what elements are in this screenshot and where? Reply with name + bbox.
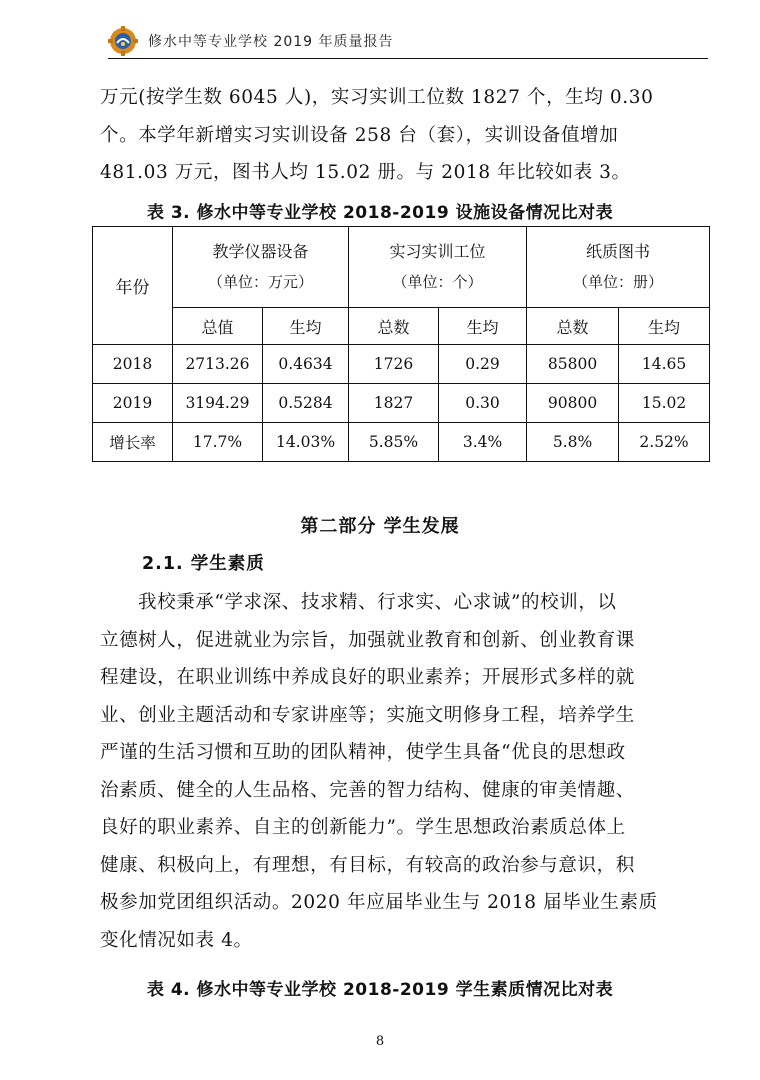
table-row [93,423,710,462]
text-line: 严谨的生活习惯和互助的团队精神，使学生具备“优良的思想政 [100,742,626,763]
table-cell: 3.4% [439,423,527,462]
page-number: 8 [375,1034,385,1049]
table-cell: 5.85% [349,423,439,462]
group-header-equipment [173,227,349,308]
table3-caption: 表 3. 修水中等专业学校 2018-2019 设施设备情况比对表 [146,203,614,223]
subheader-cell: 总数 [349,308,439,345]
body-paragraph [100,584,720,959]
table-row [93,345,710,384]
text-line: 程建设，在职业训练中养成良好的职业素养；开展形式多样的就 [100,667,635,688]
table-header-row [93,227,710,308]
intro-paragraph [100,79,720,192]
table-cell: 0.30 [439,384,527,423]
group-header-training-stations [349,227,527,308]
subheader-cell: 生均 [439,308,527,345]
table-cell: 17.7% [173,423,263,462]
row-label: 2019 [93,384,173,423]
table-cell: 0.29 [439,345,527,384]
table-cell: 5.8% [527,423,619,462]
subheader-cell: 总数 [527,308,619,345]
section-title: 第二部分 学生发展 [300,516,460,537]
subheader-cell: 生均 [619,308,710,345]
table-cell: 14.65 [619,345,710,384]
table-cell: 1726 [349,345,439,384]
subsection-heading: 2.1. 学生素质 [142,554,265,574]
table-cell: 85800 [527,345,619,384]
text-line: 良好的职业素养、自主的创新能力”。学生思想政治素质总体上 [100,817,626,838]
group-unit: （单位：万元） [208,273,314,291]
group-unit: （单位：个） [392,273,483,291]
group-header-books [527,227,710,308]
table-row [93,384,710,423]
text-line: 481.03 万元，图书人均 15.02 册。与 2018 年比较如表 3。 [100,162,631,183]
page-header [108,24,708,59]
text-line: 万元(按学生数 6045 人)，实习实训工位数 1827 个，生均 0.30 [100,87,654,108]
table4-caption: 表 4. 修水中等专业学校 2018-2019 学生素质情况比对表 [146,980,614,1000]
text-line: 治素质、健全的人生品格、完善的智力结构、健康的审美情趣、 [100,779,635,801]
year-header: 年份 [93,227,173,345]
text-line: 健康、积极向上，有理想，有目标，有较高的政治参与意识，积 [100,854,635,876]
subheader-cell: 生均 [263,308,349,345]
row-label: 增长率 [93,423,173,462]
text-line: 业、创业主题活动和专家讲座等；实施文明修身工程，培养学生 [100,704,635,726]
table-cell: 0.4634 [263,345,349,384]
group-name: 教学仪器设备 [212,242,309,261]
table-cell: 90800 [527,384,619,423]
table-cell: 3194.29 [173,384,263,423]
group-unit: （单位：册） [573,273,664,291]
table-subheader-row [93,308,710,345]
table-cell: 1827 [349,384,439,423]
group-name: 纸质图书 [586,242,651,261]
header-title: 修水中等专业学校 2019 年质量报告 [148,34,394,50]
text-line: 极参加党团组织活动。2020 年应届毕业生与 2018 届毕业生素质 [100,892,658,913]
text-line: 个。本学年新增实习实训设备 258 台（套），实训设备值增加 [100,124,619,146]
subheader-cell: 总值 [173,308,263,345]
table-cell: 15.02 [619,384,710,423]
facilities-comparison-table [92,226,710,462]
row-label: 2018 [93,345,173,384]
table-cell: 2713.26 [173,345,263,384]
text-line: 变化情况如表 4。 [100,929,253,951]
text-line: 立德树人，促进就业为宗旨，加强就业教育和创新、创业教育课 [100,629,635,651]
group-name: 实习实训工位 [389,242,486,261]
table-cell: 14.03% [263,423,349,462]
text-line: 我校秉承“学求深、技求精、行求实、心求诚”的校训，以 [138,592,617,613]
table-cell: 0.5284 [263,384,349,423]
table-cell: 2.52% [619,423,710,462]
school-logo-icon [108,26,138,56]
